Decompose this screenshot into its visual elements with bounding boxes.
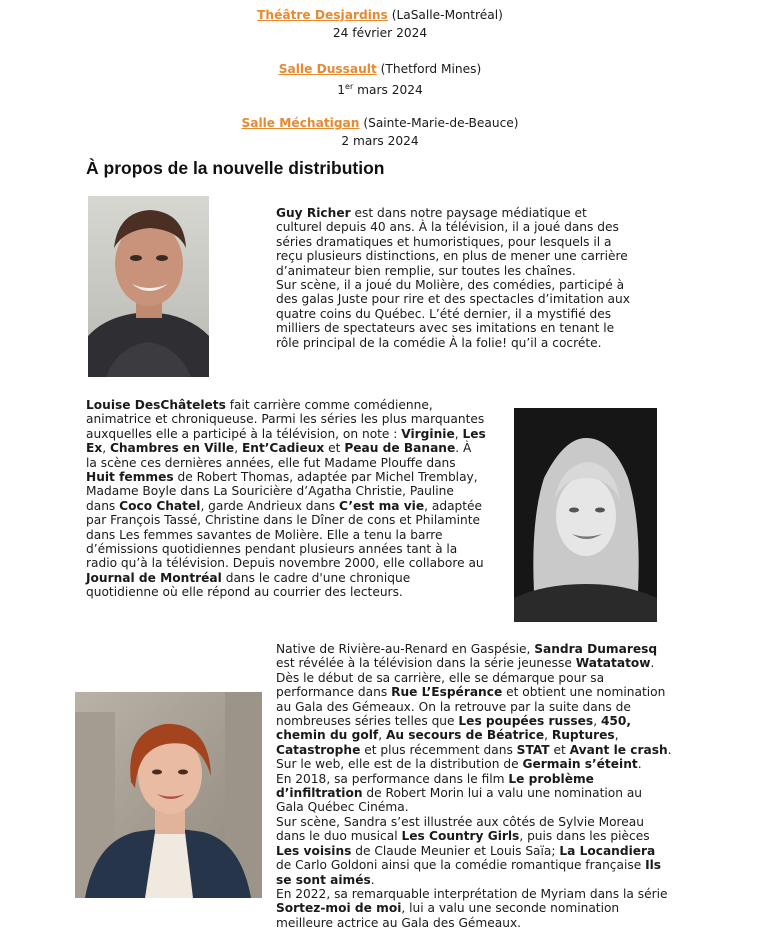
venue-link-mechatigan[interactable]: Salle Méchatigan — [241, 116, 360, 130]
guy-richer-bio: Guy Richer est dans notre paysage médiatique et culturel depuis 40 ans. À la télévision, il a joué dans des séries dramatiques et humoristiques, pour lesquels il a reçu plusieurs distinctions, en plus de mener une carrière d’animateur bien remplie, sur toutes les chaînes. Sur scène, il a joué du Molière, des comédies, participé à des galas Juste pour rire et des spectacles d’imitation aux quatre coins du Québec. L’été dernier, il a mystifié des milliers de spectateurs avec ses imitations en tenant le rôle principal de la comédie À la folie! qu’il a cocréte. — [276, 206, 630, 350]
sandra-dumaresq-bio: Native de Rivière-au-Renard en Gaspésie, Sandra Dumaresq est révélée à la télévision dans la série jeunesse Watatatow. Dès le début de sa carrière, elle se démarque pour sa performance dans Rue L’Espérance et obtient une nomination au Gala des Gémeaux. On la retrouve par la suite dans de nombreuses séries telles que Les poupées russes, 450, chemin du golf, Au secours de Béatrice, Ruptures, Catastrophe et plus récemment dans STAT et Avant le crash. Sur le web, elle est de la distribution de Germain s’éteint. En 2018, sa performance dans le film Le problème d’infiltration de Robert Morin lui a valu une nomination au Gala Québec Cinéma. Sur scène, Sandra s’est illustrée aux côtés de Sylvie Moreau dans le duo musical Les Country Girls, puis dans les pièces Les voisins de Claude Meunier et Louis Saïa; La Locandiera de Carlo Goldoni ainsi que la comédie romantique française Ils se sont aimés. En 2022, sa remarquable interprétation de Myriam dans la série Sortez-moi de moi, lui a valu une seconde nomination meilleure actrice au Gala des Gémeaux. — [276, 642, 672, 930]
venue-city: (LaSalle-Montréal) — [391, 8, 503, 22]
venue-date: 1er mars 2024 — [337, 82, 423, 98]
cast-name: Guy Richer — [276, 206, 351, 220]
venue-link-dussault[interactable]: Salle Dussault — [278, 62, 377, 76]
guy-richer-photo — [88, 196, 209, 377]
louise-deschatelets-photo — [514, 408, 657, 622]
sandra-dumaresq-photo — [75, 692, 262, 898]
section-title: À propos de la nouvelle distribution — [86, 158, 385, 178]
venue-city: (Sainte-Marie-de-Beauce) — [363, 116, 519, 130]
venue-date: 24 février 2024 — [332, 26, 428, 40]
venue-link-desjardins[interactable]: Théâtre Desjardins — [257, 8, 388, 22]
venue-city: (Thetford Mines) — [380, 62, 482, 76]
cast-name: Louise DesChâtelets — [86, 398, 226, 412]
venue-block-3 — [0, 114, 760, 150]
cast-name: Sandra Dumaresq — [534, 642, 658, 656]
louise-deschatelets-bio: Louise DesChâtelets fait carrière comme comédienne, animatrice et chroniqueuse. Parmi les séries les plus marquantes auxquelles elle a participé à la télévision, on note : Virginie, Les Ex, Chambres en Ville, Ent’Cadieux et Peau de Banane. À la scène ces dernières années, elle fut Madame Plouffe dans Huit femmes de Robert Thomas, adaptée par Michel Tremblay, Madame Boyle dans La Souricière d’Agatha Christie, Pauline dans Coco Chatel, garde Andrieux dans C’est ma vie, adaptée par François Tassé, Christine dans le Dîner de cons et Philaminte dans Les femmes savantes de Molière. Elle a tenu la barre d’émissions quotidiennes pendant plusieurs années tant à la radio qu’à la télévision. Depuis novembre 2000, elle collabore au Journal de Montréal dans le cadre d'une chronique quotidienne où elle répond au courrier des lecteurs. — [86, 398, 486, 600]
venue-date: 2 mars 2024 — [341, 134, 419, 148]
venue-block-1 — [0, 6, 760, 42]
venue-block-2 — [0, 60, 760, 99]
